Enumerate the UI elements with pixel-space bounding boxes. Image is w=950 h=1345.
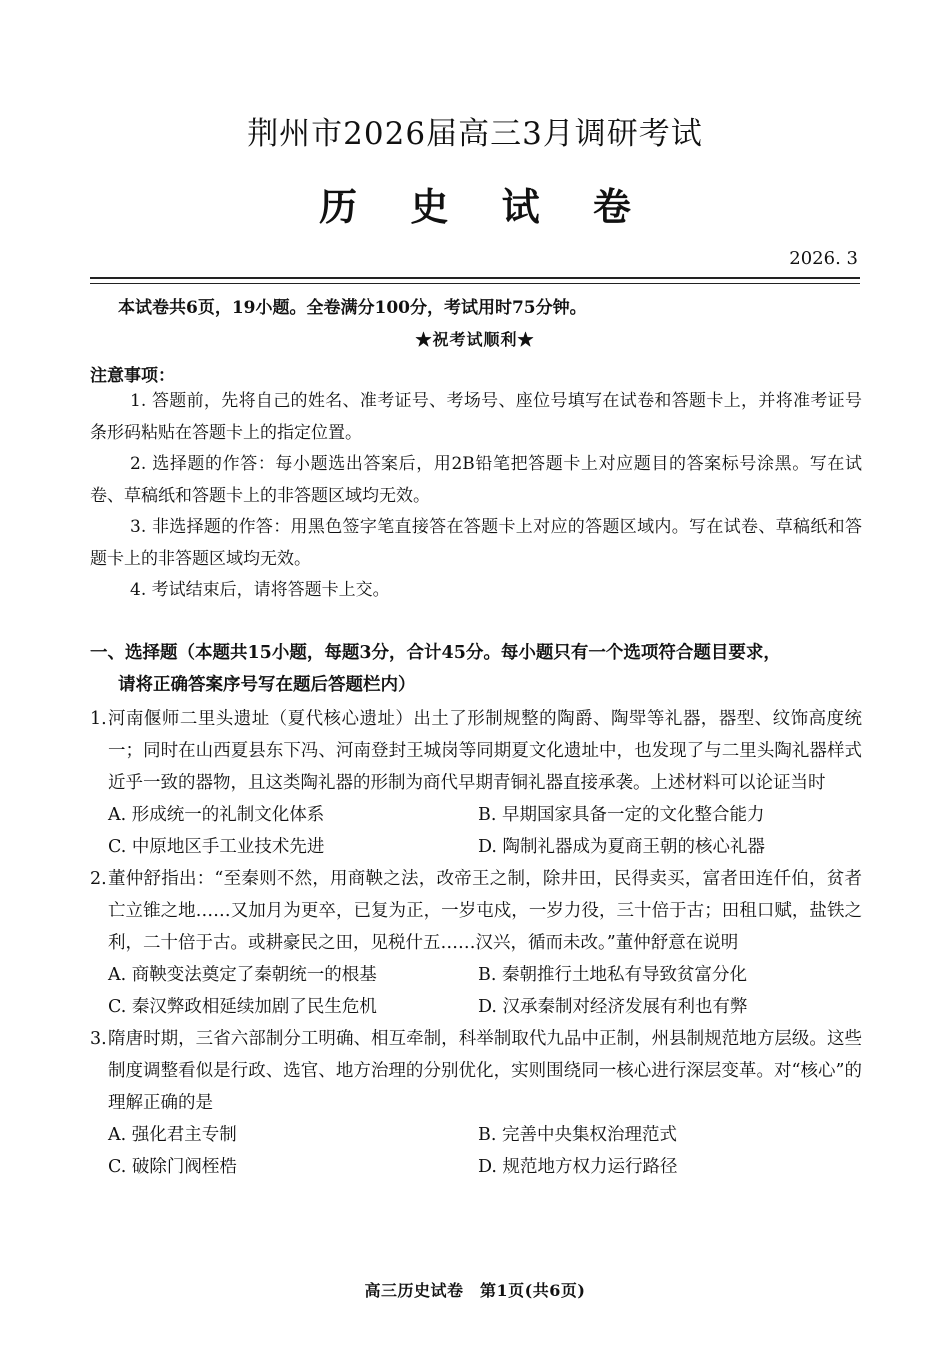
question-stem: 河南偃师二里头遗址（夏代核心遗址）出土了形制规整的陶爵、陶斝等礼器，器型、纹饰高度统一；同时在山西夏县东下冯、河南登封王城岗等同期夏文化遗址中，也发现了与二里头陶礼器样式近乎一致的器物，且这类陶礼器的形制为商代早期青铜礼器直接承袭。上述材料可以论证当时: [108, 709, 862, 793]
notice-list: [90, 386, 862, 607]
question-number: 3.: [90, 1029, 107, 1049]
notice-item: 4. 考试结束后，请将答题卡上交。: [130, 580, 390, 600]
option-list: [90, 799, 862, 863]
question-1: [90, 703, 862, 863]
notice-heading: 注意事项：: [90, 366, 175, 386]
question-list: [90, 703, 862, 1183]
option-a: A. 商鞅变法奠定了秦朝统一的根基: [108, 965, 377, 985]
option-a: A. 形成统一的礼制文化体系: [108, 805, 325, 825]
option-list: [90, 1119, 862, 1183]
question-number: 1.: [90, 709, 107, 729]
notice-item: 2. 选择题的作答：每小题选出答案后，用2B铅笔把答题卡上对应题目的答案标号涂黑。写在试卷、草稿纸和答题卡上的非答题区域均无效。: [90, 454, 862, 506]
section-heading-line: 请将正确答案序号写在题后答题栏内）: [118, 675, 416, 695]
option-list: [90, 959, 862, 1023]
option-d: D. 陶制礼器成为夏商王朝的核心礼器: [478, 837, 766, 857]
question-3: [90, 1023, 862, 1183]
exam-intro: 本试卷共6页，19小题。全卷满分100分，考试用时75分钟。: [118, 298, 587, 318]
question-number: 2.: [90, 869, 107, 889]
option-d: D. 规范地方权力运行路径: [478, 1157, 678, 1177]
section-heading-line: 一、选择题（本题共15小题，每题3分，合计45分。每小题只有一个选项符合题目要求，: [90, 643, 781, 663]
page-footer: 高三历史试卷 第1页(共6页): [364, 1281, 586, 1300]
option-b: B. 早期国家具备一定的文化整合能力: [478, 805, 765, 825]
notice-item: 3. 非选择题的作答：用黑色签字笔直接答在答题卡上对应的答题区域内。写在试卷、草稿纸和答题卡上的非答题区域均无效。: [90, 517, 862, 569]
exam-title: 荆州市2026届高三3月调研考试: [247, 116, 703, 152]
option-b: B. 秦朝推行土地私有导致贫富分化: [478, 965, 747, 985]
section-heading: [90, 637, 865, 701]
exam-date: 2026. 3: [789, 248, 858, 269]
question-stem: 隋唐时期，三省六部制分工明确、相互牵制，科举制取代九品中正制，州县制规范地方层级。这些制度调整看似是行政、选官、地方治理的分别优化，实则围绕同一核心进行深层变革。对“核心”的理解正确的是: [108, 1029, 862, 1113]
option-a: A. 强化君主专制: [108, 1125, 237, 1145]
option-c: C. 中原地区手工业技术先进: [108, 837, 325, 857]
exam-subject-title: 历 史 试 卷: [319, 184, 651, 229]
notice-item: 1. 答题前，先将自己的姓名、准考证号、考场号、座位号填写在试卷和答题卡上，并将准考证号条形码粘贴在答题卡上的指定位置。: [90, 391, 862, 443]
good-luck-banner: ★祝考试顺利★: [415, 330, 535, 349]
option-b: B. 完善中央集权治理范式: [478, 1125, 677, 1145]
header-rule-thin: [90, 283, 860, 284]
option-c: C. 秦汉弊政相延续加剧了民生危机: [108, 997, 377, 1017]
question-stem: 董仲舒指出：“至秦则不然，用商鞅之法，改帝王之制，除井田，民得卖买，富者田连仟伯，贫者亡立锥之地……又加月为更卒，已复为正，一岁屯戍，一岁力役，三十倍于古；田租口赋，盐铁之利，二十倍于古。或耕豪民之田，见税什五……汉兴，循而未改。”董仲舒意在说明: [108, 869, 862, 953]
header-rule-thick: [90, 277, 860, 279]
question-2: [90, 863, 862, 1023]
option-c: C. 破除门阀桎梏: [108, 1157, 237, 1177]
option-d: D. 汉承秦制对经济发展有利也有弊: [478, 997, 748, 1017]
